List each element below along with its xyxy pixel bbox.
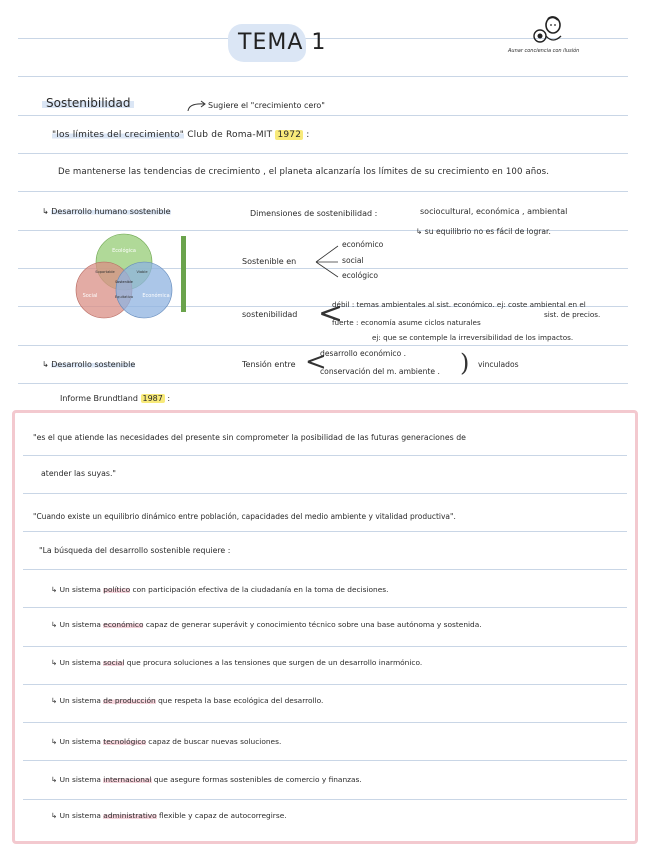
venn-diagram — [60, 232, 188, 320]
requirement-keyword: administrativo — [103, 811, 157, 820]
tension-label: Tensión entre — [242, 360, 296, 369]
sostenible-en-label: Sostenible en — [242, 257, 297, 266]
venn-side-bar — [181, 236, 186, 312]
club-year: 1972 — [277, 130, 302, 140]
suggest-text: Sugiere el "crecimiento cero" — [208, 101, 325, 110]
branch-arrows-icon — [314, 243, 340, 281]
return-arrow-icon: ↳ — [51, 737, 58, 746]
venn-label-viable: Viable — [136, 270, 148, 274]
return-arrow-icon: ↳ — [51, 658, 58, 667]
dimensions-values: sociocultural, económica , ambiental — [420, 207, 568, 216]
brundtland-year: 1987 — [142, 394, 163, 403]
requirement-prefix: Un sistema — [59, 775, 101, 784]
limits-quote — [52, 130, 309, 140]
ruled-line — [18, 191, 628, 192]
return-arrow-icon: ↳ — [42, 207, 49, 216]
brace-icon: < — [305, 347, 327, 377]
venn-label-ecologica: Ecológica — [112, 248, 136, 254]
quote-definition-1: "es el que atiende las necesidades del presente sin comprometer la posibilidad de las futuras generaciones de — [33, 433, 466, 442]
requirement-prefix: Un sistema — [59, 737, 101, 746]
sostenible-item: social — [342, 256, 364, 265]
return-arrow-icon: ↳ — [51, 696, 58, 705]
requirement-keyword: social — [103, 658, 125, 667]
desarrollo-sostenible-label — [42, 360, 135, 369]
requirement-keyword: tecnológico — [103, 737, 146, 746]
doodle-icon — [528, 14, 572, 48]
ruled-line — [23, 531, 627, 532]
brundtland-colon: : — [167, 394, 171, 403]
heading-sostenibilidad: Sostenibilidad — [42, 96, 134, 110]
requirement-prefix: Un sistema — [59, 585, 101, 594]
brundtland-line — [60, 394, 170, 403]
arrow-icon — [186, 98, 208, 112]
return-arrow-icon: ↳ — [51, 585, 58, 594]
requirement-item — [51, 811, 287, 820]
signature-text: Aunar conciencia con ilusión — [508, 48, 580, 54]
requirement-prefix: Un sistema — [59, 696, 101, 705]
ruled-line — [18, 153, 628, 154]
ruled-line — [23, 493, 627, 494]
vinculados-text: vinculados — [478, 360, 519, 369]
requirement-rest: que respeta la base ecológica del desarrollo. — [155, 696, 324, 705]
ruled-line — [23, 646, 627, 647]
tension-item: conservación del m. ambiente . — [320, 367, 440, 376]
requirement-item — [51, 696, 323, 705]
page-title: TEMA 1 — [238, 30, 327, 55]
ruled-line — [23, 799, 627, 800]
requirement-item — [51, 775, 362, 784]
quote-definition-2: "Cuando existe un equilibrio dinámico entre población, capacidades del medio ambiente y vitalidad productiva". — [33, 512, 456, 521]
requirement-prefix: Un sistema — [59, 658, 101, 667]
venn-label-economica: Económica — [142, 293, 170, 299]
requirement-keyword: económico — [103, 620, 144, 629]
requirement-rest: flexible y capaz de autocorregirse. — [156, 811, 287, 820]
sostenibilidad-label: sostenibilidad — [242, 310, 298, 319]
ruled-line — [18, 76, 628, 77]
requirement-prefix: Un sistema — [59, 620, 101, 629]
requirement-rest: con participación efectiva de la ciudadanía en la toma de decisiones. — [130, 585, 389, 594]
ruled-line — [23, 607, 627, 608]
requirement-keyword: de producción — [103, 696, 156, 705]
dimensions-label: Dimensiones de sostenibilidad : — [250, 209, 378, 218]
dimensions-note-text: su equilibrio no es fácil de lograr. — [424, 227, 551, 236]
return-arrow-icon: ↳ — [51, 811, 58, 820]
ruled-line — [18, 115, 628, 116]
quote-requirements-intro: "La búsqueda del desarrollo sostenible requiere : — [39, 546, 231, 555]
requirement-item — [51, 620, 482, 629]
ruled-line — [18, 383, 628, 384]
club-colon: : — [306, 130, 310, 140]
club-text: Club de Roma-MIT — [187, 130, 273, 140]
venn-label-soportable: Soportable — [95, 270, 115, 274]
requirement-prefix: Un sistema — [59, 811, 101, 820]
requirement-rest: que procura soluciones a las tensiones que surgen de un desarrollo inarmónico. — [124, 658, 423, 667]
tension-item: desarrollo económico . — [320, 349, 407, 358]
ruled-line — [23, 569, 627, 570]
venn-label-social: Social — [82, 293, 98, 299]
requirement-keyword: internacional — [103, 775, 152, 784]
ruled-line — [23, 760, 627, 761]
requirement-item — [51, 585, 389, 594]
return-arrow-icon: ↳ — [42, 360, 49, 369]
venn-label-sostenible: Sostenible — [115, 280, 133, 284]
sostenible-item: económico — [342, 240, 384, 249]
requirement-rest: que asegure formas sostenibles de comercio y finanzas. — [151, 775, 362, 784]
human-dev-label — [42, 207, 171, 216]
ruled-line — [23, 722, 627, 723]
venn-label-equitativo: Equitativo — [114, 295, 134, 299]
growth-statement: De mantenerse las tendencias de crecimiento , el planeta alcanzaría los límites de su crecimiento en 100 años. — [58, 167, 550, 177]
definition-box — [12, 410, 638, 844]
desarrollo-sostenible-text: Desarrollo sostenible — [51, 360, 136, 369]
sostenibilidad-fuerte: fuerte : economía asume ciclos naturales — [332, 318, 481, 327]
quote-definition-1-cont: atender las suyas." — [41, 469, 117, 478]
dimensions-note — [416, 227, 551, 236]
sostenibilidad-fuerte-ej: ej: que se contemple la irreversibilidad de los impactos. — [372, 333, 574, 342]
requirement-rest: capaz de buscar nuevas soluciones. — [145, 737, 282, 746]
requirement-item — [51, 737, 281, 746]
requirement-item — [51, 658, 422, 667]
closing-brace-icon: ) — [460, 349, 470, 377]
sostenibilidad-debil-cont: sist. de precios. — [544, 310, 601, 319]
brundtland-label: Informe Brundtland — [60, 394, 138, 403]
human-dev-text: Desarrollo humano sostenible — [51, 207, 171, 216]
limits-quote-text: "los límites del crecimiento" — [52, 130, 185, 140]
ruled-line — [23, 684, 627, 685]
return-arrow-icon: ↳ — [51, 775, 58, 784]
requirement-rest: capaz de generar superávit y conocimiento técnico sobre una base autónoma y sostenida. — [143, 620, 482, 629]
sostenible-item: ecológico — [342, 271, 378, 280]
ruled-line — [23, 455, 627, 456]
return-arrow-icon: ↳ — [416, 227, 423, 236]
return-arrow-icon: ↳ — [51, 620, 58, 629]
ruled-line — [18, 345, 628, 346]
brace-icon: < — [318, 296, 344, 331]
requirement-keyword: político — [103, 585, 131, 594]
sostenibilidad-debil: débil : temas ambientales al sist. económico. ej: coste ambiental en el — [332, 300, 586, 309]
